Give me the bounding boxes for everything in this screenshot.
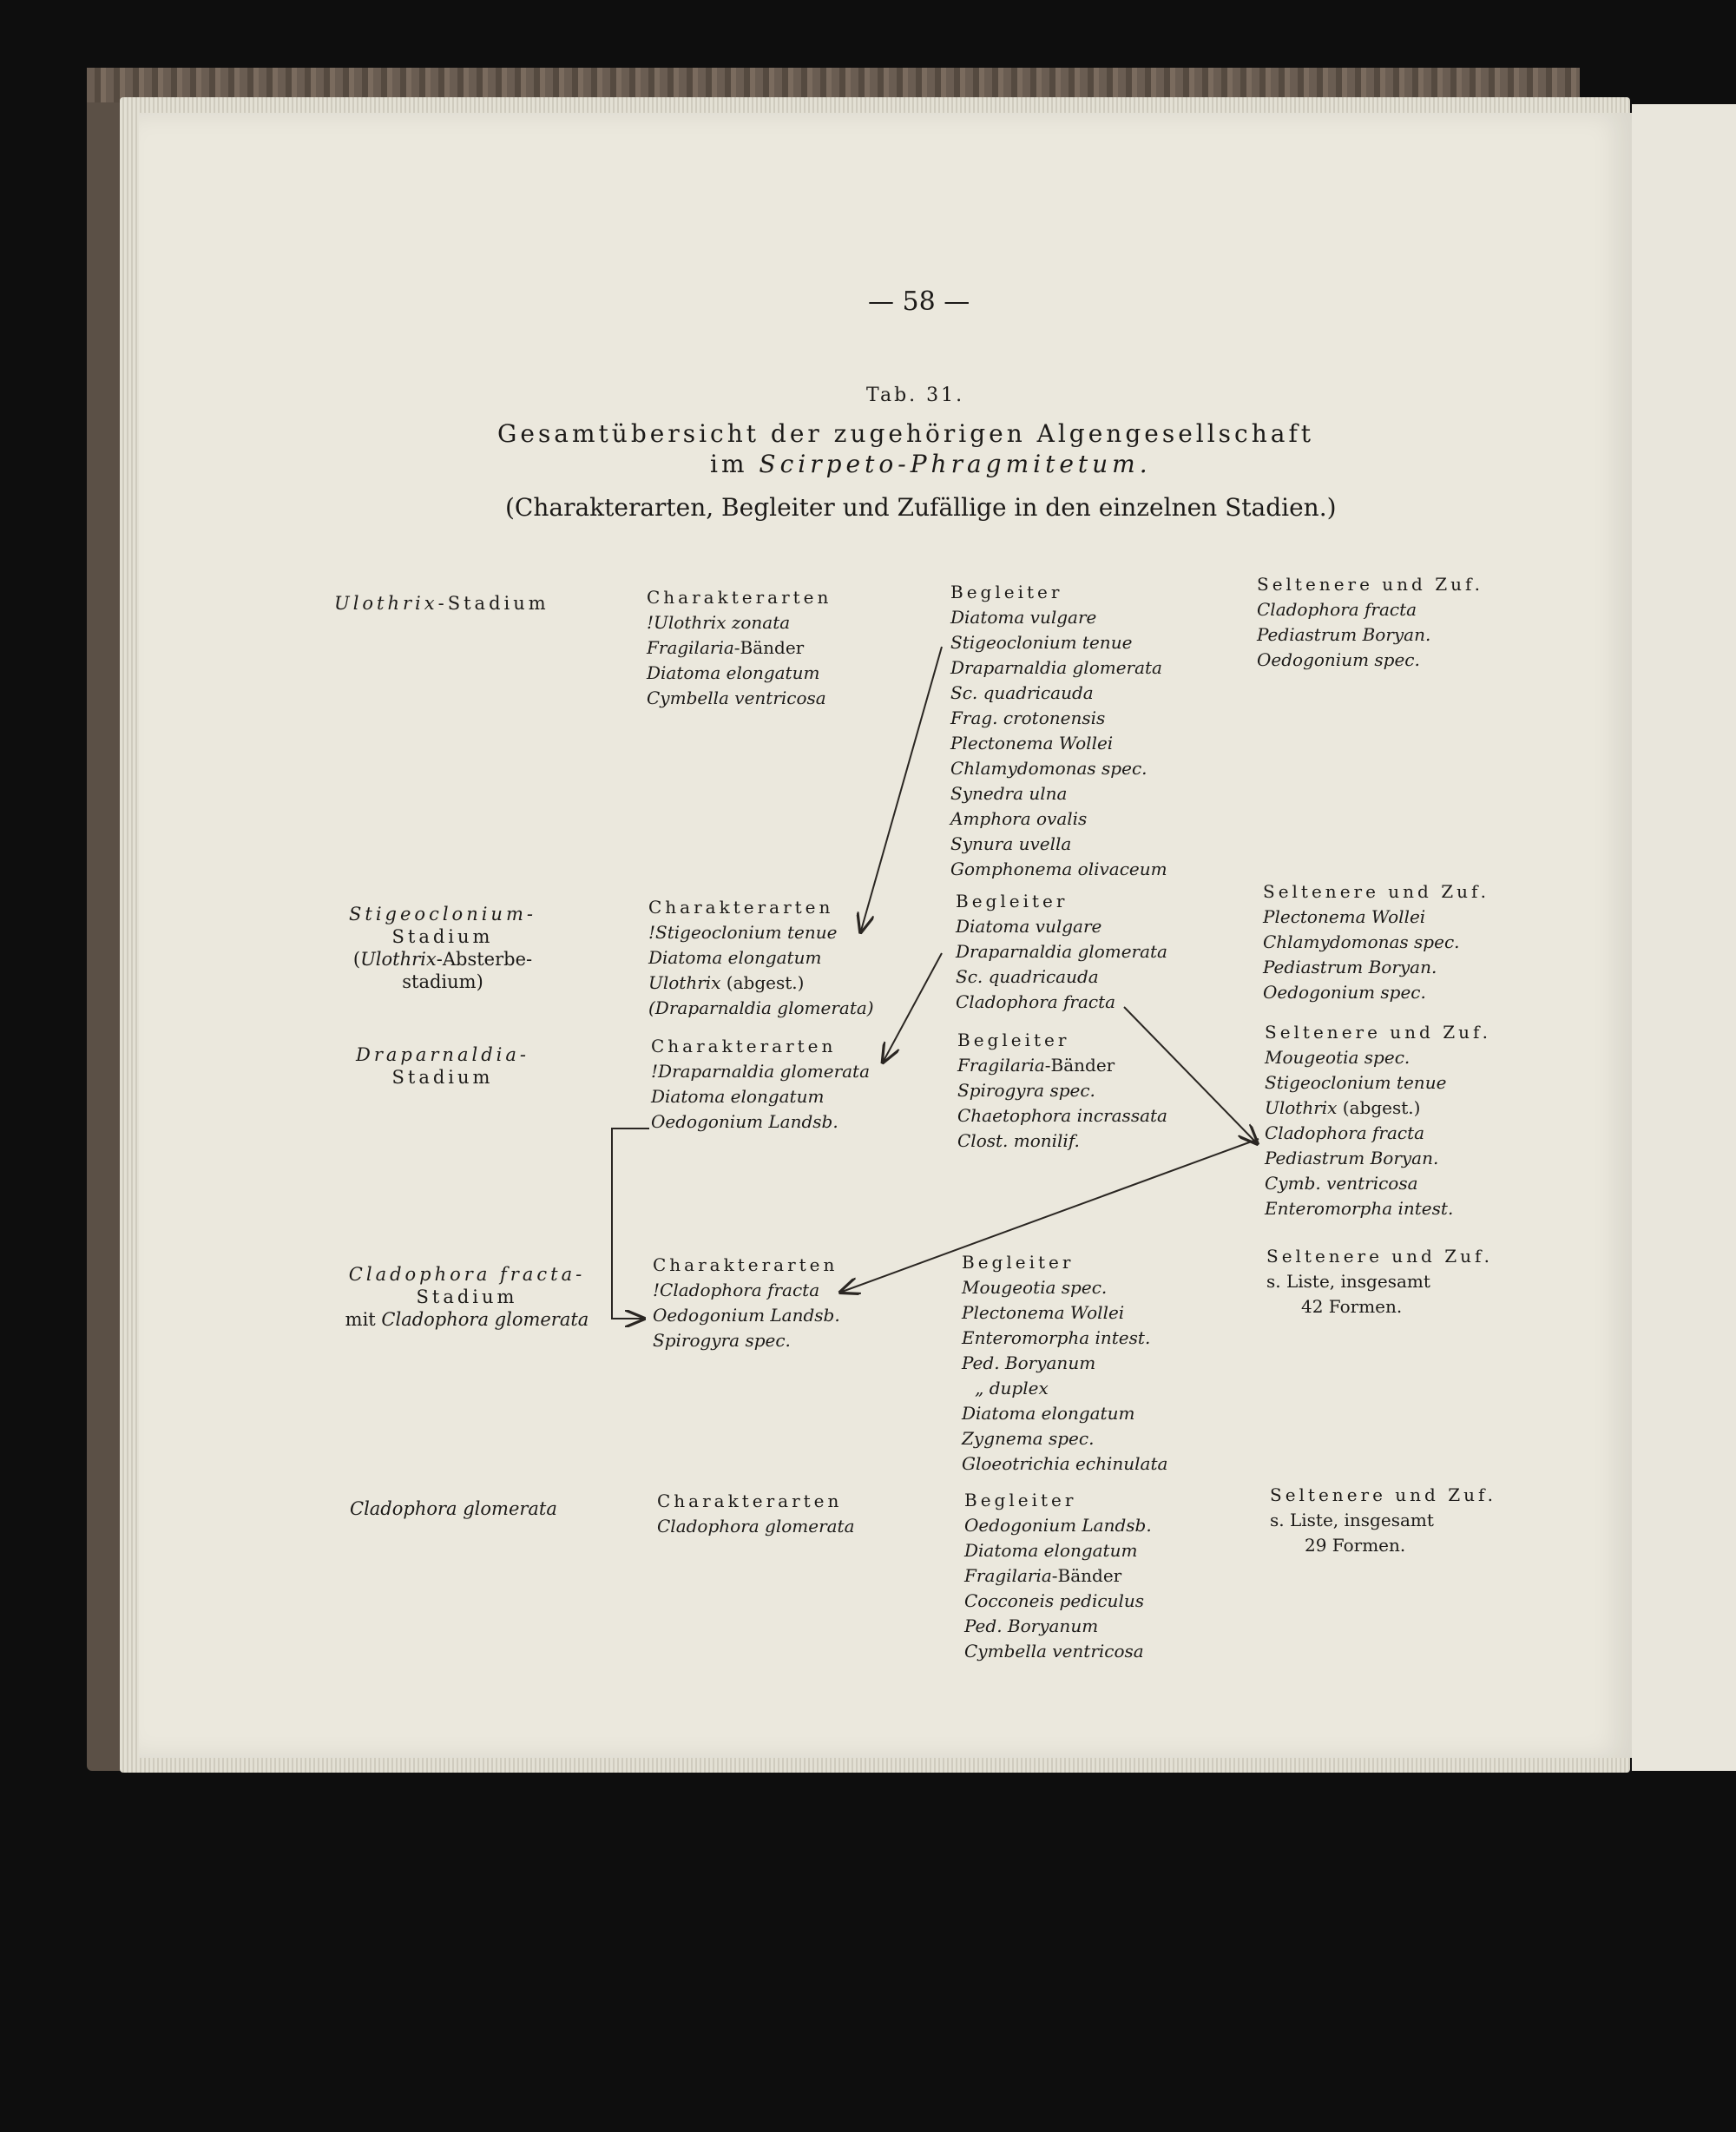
stage-line: Stadium [416, 1286, 518, 1307]
species-item: Oedogonium Landsb. [964, 1515, 1152, 1536]
species-item: Stigeoclonium tenue [950, 632, 1133, 653]
species-item: Pediastrum Boryan. [1257, 624, 1431, 645]
begleiter-heading: Begleiter [962, 1252, 1075, 1273]
stage-line: Cladophora glomerata [350, 1498, 557, 1519]
seltenere-draparnaldia [1265, 1020, 1491, 1221]
seltenere-cladophora-fracta [1266, 1244, 1493, 1319]
species-item: „ duplex [975, 1378, 1049, 1398]
species-item: Diatoma elongatum [651, 1086, 825, 1107]
charakterarten-ulothrix [647, 585, 832, 711]
seltenere-stigeoclonium [1263, 879, 1489, 1005]
title-line-2-prefix: im [710, 450, 748, 478]
species-item: Frag. crotonensis [950, 707, 1106, 728]
list-note: 29 Formen. [1305, 1535, 1406, 1556]
species-item: Cymb. ventricosa [1265, 1173, 1418, 1194]
begleiter-cladophora-fracta [962, 1250, 1167, 1477]
species-item: Clost. monilif. [957, 1130, 1080, 1151]
charakterarten-cladophora-glomerata [657, 1489, 855, 1539]
species-item: Gloeotrichia echinulata [962, 1453, 1168, 1474]
species-item: Pediastrum Boryan. [1265, 1148, 1439, 1168]
species-item: Chlamydomonas spec. [1263, 931, 1460, 952]
stage-draparnaldia [343, 1043, 542, 1089]
stage-line: (Ulothrix-Absterbe- [352, 949, 533, 970]
species-item: (Draparnaldia glomerata) [648, 997, 874, 1018]
species-item: Synedra ulna [950, 783, 1068, 804]
species-item: Draparnaldia glomerata [956, 941, 1167, 962]
seltenere-heading: Seltenere und Zuf. [1270, 1484, 1497, 1505]
charakterarten-heading: Charakterarten [653, 1254, 838, 1275]
charakterarten-stigeoclonium [648, 895, 874, 1021]
stage-line: mit Cladophora glomerata [345, 1309, 589, 1330]
species-item: Plectonema Wollei [1263, 906, 1426, 927]
species-item: Diatoma vulgare [950, 607, 1097, 628]
species-item: Cymbella ventricosa [964, 1641, 1144, 1662]
species-item: Plectonema Wollei [962, 1302, 1125, 1323]
stage-line: Stigeoclonium- [349, 904, 536, 925]
seltenere-heading: Seltenere und Zuf. [1263, 881, 1490, 902]
species-item: Oedogonium Landsb. [651, 1111, 838, 1132]
stage-stigeoclonium [343, 903, 542, 993]
species-item: Spirogyra spec. [653, 1330, 791, 1351]
seltenere-ulothrix [1257, 572, 1483, 673]
species-item: Plectonema Wollei [950, 733, 1114, 753]
species-item: Chlamydomonas spec. [950, 758, 1147, 779]
begleiter-heading: Begleiter [950, 582, 1063, 602]
species-item: Amphora ovalis [950, 808, 1088, 829]
species-item: Sc. quadricauda [950, 682, 1094, 703]
stage-cladophora-glomerata [350, 1497, 557, 1520]
species-item: Ped. Boryanum [962, 1352, 1096, 1373]
table-number: Tab. 31. [866, 385, 965, 406]
species-item: Stigeoclonium tenue [1265, 1072, 1447, 1093]
species-item: Draparnaldia glomerata [950, 657, 1162, 678]
species-item: Cladophora fracta [1265, 1122, 1425, 1143]
species-item: Ulothrix (abgest.) [648, 972, 805, 993]
association-name: Scirpeto-Phragmitetum. [759, 450, 1152, 478]
charakterarten-cladophora-fracta [653, 1253, 840, 1353]
charakterarten-heading: Charakterarten [651, 1036, 837, 1056]
species-item: Cladophora glomerata [657, 1516, 855, 1536]
species-item: Fragilaria-Bänder [964, 1565, 1122, 1586]
species-item: Diatoma elongatum [648, 947, 822, 968]
stage-line: Stadium [391, 1067, 494, 1088]
seltenere-heading: Seltenere und Zuf. [1265, 1022, 1492, 1043]
title-line-1: Gesamtübersicht der zugehörigen Algengesellschaft [497, 419, 1315, 448]
stage-line: stadium) [402, 971, 483, 992]
species-item: Sc. quadricauda [956, 966, 1099, 987]
begleiter-heading: Begleiter [964, 1490, 1077, 1510]
species-item: Spirogyra spec. [957, 1080, 1095, 1101]
charakterarten-heading: Charakterarten [647, 587, 832, 608]
species-item: Synura uvella [950, 833, 1072, 854]
species-item: !Stigeoclonium tenue [648, 922, 838, 943]
species-item: Pediastrum Boryan. [1263, 957, 1437, 977]
species-item: !Draparnaldia glomerata [651, 1061, 871, 1082]
stage-line [334, 592, 549, 615]
species-item: Ped. Boryanum [964, 1615, 1099, 1636]
stage-suffix: -Stadium [437, 593, 549, 614]
stage-genus: Ulothrix [334, 593, 438, 614]
begleiter-draparnaldia [957, 1028, 1167, 1154]
seltenere-heading: Seltenere und Zuf. [1257, 574, 1484, 595]
begleiter-heading: Begleiter [956, 891, 1069, 911]
begleiter-cladophora-glomerata [964, 1488, 1152, 1664]
species-item: !Cladophora fracta [653, 1280, 820, 1300]
species-item: Enteromorpha intest. [1265, 1198, 1454, 1219]
species-item: Chaetophora incrassata [957, 1105, 1167, 1126]
list-note: 42 Formen. [1301, 1296, 1403, 1317]
species-item: Fragilaria-Bänder [647, 637, 805, 658]
list-note: s. Liste, insgesamt [1266, 1271, 1430, 1292]
species-item: !Ulothrix zonata [647, 612, 791, 633]
begleiter-heading: Begleiter [957, 1030, 1070, 1050]
species-item: Diatoma elongatum [964, 1540, 1138, 1561]
stage-line: Draparnaldia- [356, 1044, 529, 1065]
species-item: Diatoma vulgare [956, 916, 1102, 937]
stage-line: Cladophora fracta- [348, 1264, 586, 1285]
species-item: Gomphonema olivaceum [950, 859, 1167, 879]
stage-cladophora-fracta [341, 1263, 593, 1331]
stage-genus: Cladophora glomerata [381, 1309, 589, 1330]
begleiter-stigeoclonium [956, 889, 1167, 1015]
page-number: — 58 — [868, 286, 970, 317]
begleiter-ulothrix [950, 580, 1167, 882]
species-item: Oedogonium spec. [1257, 649, 1420, 670]
species-item: Oedogonium spec. [1263, 982, 1426, 1003]
seltenere-cladophora-glomerata [1270, 1483, 1496, 1558]
list-note: s. Liste, insgesamt [1270, 1510, 1434, 1530]
next-page-edge [1632, 104, 1736, 1771]
stage-genus: Ulothrix [360, 949, 437, 970]
title-line-2 [710, 450, 1152, 478]
charakterarten-draparnaldia [651, 1034, 870, 1135]
seltenere-heading: Seltenere und Zuf. [1266, 1246, 1494, 1267]
subtitle: (Charakterarten, Begleiter und Zufällige in den einzelnen Stadien.) [505, 493, 1337, 522]
species-item: Ulothrix (abgest.) [1265, 1097, 1421, 1118]
species-item: Enteromorpha intest. [962, 1327, 1151, 1348]
species-item: Cladophora fracta [1257, 599, 1417, 620]
species-item: Cocconeis pediculus [964, 1590, 1144, 1611]
species-item: Cymbella ventricosa [647, 688, 826, 708]
species-item: Cladophora fracta [956, 991, 1116, 1012]
species-item: Fragilaria-Bänder [957, 1055, 1115, 1076]
species-item: Mougeotia spec. [1265, 1047, 1410, 1068]
species-item: Diatoma elongatum [647, 662, 820, 683]
charakterarten-heading: Charakterarten [648, 897, 834, 918]
species-item: Oedogonium Landsb. [653, 1305, 840, 1326]
species-item: Mougeotia spec. [962, 1277, 1108, 1298]
stage-line: Stadium [391, 926, 494, 947]
species-item: Diatoma elongatum [962, 1403, 1135, 1424]
species-item: Zygnema spec. [962, 1428, 1095, 1449]
stage-ulothrix [334, 592, 549, 615]
charakterarten-heading: Charakterarten [657, 1490, 843, 1511]
